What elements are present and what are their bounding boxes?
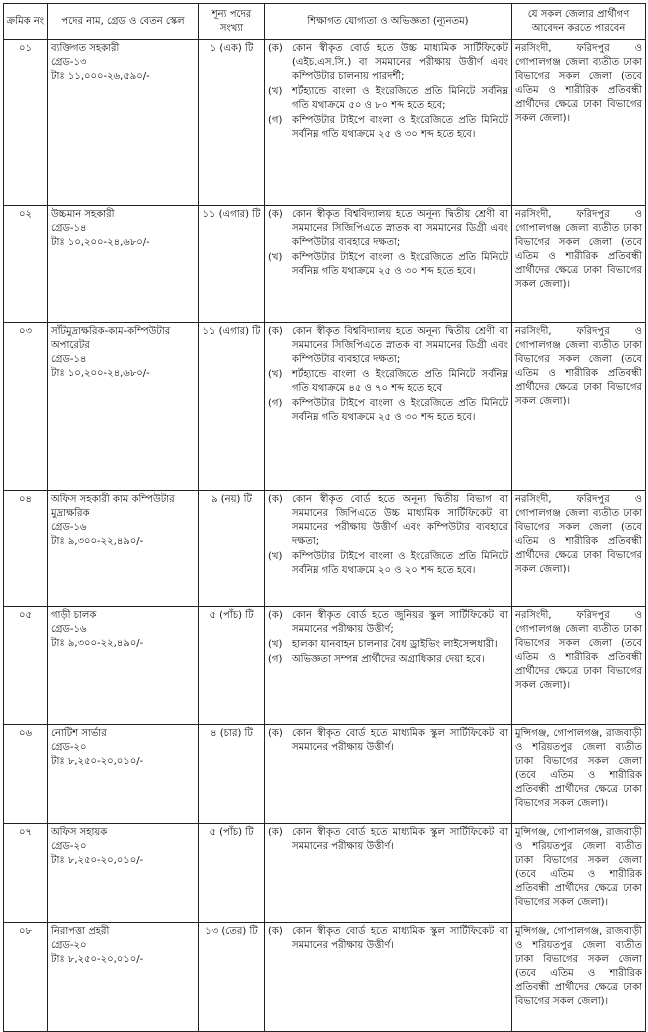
header-post: পদের নাম, গ্রেড ও বেতন স্কেল	[48, 4, 199, 40]
qualification-marker: (ক)	[268, 827, 283, 838]
vacancy-cell: ১১ (এগার) টি	[199, 206, 265, 323]
header-districts: যে সকল জেলার প্রার্থীগণ আবেদন করতে পারবেন	[512, 4, 646, 40]
post-salary: টাঃ ৮,২৫০-২০,০১০/-	[51, 954, 144, 965]
post-cell	[48, 323, 199, 491]
qualification-marker: (গ)	[268, 398, 283, 409]
qualification-text: কম্পিউটার টাইপে বাংলা ও ইংরেজিতে প্রতি মিনিটে সর্বনিম্ন গতি যথাক্রমে ২০ ও ২০ শব্দ হতে হবে।	[292, 551, 508, 576]
serial-cell: ০৬	[4, 725, 48, 824]
qualification-marker: (ক)	[268, 728, 283, 739]
qualification-marker: (ক)	[268, 494, 283, 505]
post-cell	[48, 923, 199, 1032]
serial-cell: ০৫	[4, 607, 48, 725]
qualification-item	[268, 638, 508, 652]
vacancy-cell: ৫ (পাঁচ) টি	[199, 607, 265, 725]
qualification-item	[268, 251, 508, 279]
post-grade: গ্রেড-১৪	[51, 223, 87, 234]
post-salary: টাঃ ৯,৩০০-২২,৪৯০/-	[51, 638, 144, 649]
serial-cell: ০৪	[4, 491, 48, 607]
vacancy-cell: ৪ (চার) টি	[199, 725, 265, 824]
serial-cell: ০৮	[4, 923, 48, 1032]
qualification-marker: (গ)	[268, 115, 283, 126]
post-cell	[48, 491, 199, 607]
post-grade: গ্রেড-২০	[51, 742, 87, 753]
header-vacancy: শূন্য পদের সংখ্যা	[199, 4, 265, 40]
qualification-cell	[265, 323, 512, 491]
qualification-text: কোন স্বীকৃত বোর্ড হতে মাধ্যমিক স্কুল সার্টিফিকেট বা সমমানের পরীক্ষায় উত্তীর্ণ।	[292, 926, 508, 951]
post-name: ব্যক্তিগত সহকারী	[51, 43, 120, 54]
job-vacancy-table	[3, 3, 646, 1032]
qualification-text: কম্পিউটার টাইপে বাংলা ও ইংরেজিতে প্রতি মিনিটে সর্বনিম্ন গতি যথাক্রমে ২৫ ও ৩০ শব্দ হতে হবে।	[292, 398, 508, 423]
qualification-marker: (খ)	[268, 551, 283, 562]
post-salary: টাঃ ৮,২৫০-২০,০১০/-	[51, 855, 144, 866]
qualification-cell	[265, 725, 512, 824]
qualification-cell	[265, 40, 512, 206]
qualification-marker: (ক)	[268, 43, 283, 54]
qualification-text: কোন স্বীকৃত বিশ্ববিদ্যালয় হতে অনূন্য দ্বিতীয় শ্রেণী বা সমমানের সিজিপিএতে স্নাতক বা সমমানের ডিগ্রী এবং কম্পিউটার ব্যবহারে দক্ষতা;	[292, 326, 508, 365]
qualification-text: কোন স্বীকৃত বোর্ড হতে মাধ্যমিক স্কুল সার্টিফিকেট বা সমমানের পরীক্ষায় উত্তীর্ণ।	[292, 827, 508, 852]
qualification-marker: (খ)	[268, 369, 283, 380]
qualification-marker: (গ)	[268, 654, 283, 665]
table-row	[4, 206, 646, 323]
post-grade: গ্রেড-২০	[51, 940, 87, 951]
post-grade: গ্রেড-১৪	[51, 354, 87, 365]
vacancy-cell: ১ (এক) টি	[199, 40, 265, 206]
eligible-districts-cell: নরসিংদী, ফরিদপুর ও গোপালগঞ্জ জেলা ব্যতীত ঢাকা বিভাগের সকল জেলা (তবে এতিম ও শারীরিক প্রতিবন্ধী প্রার্থীদের ক্ষেত্রে ঢাকা বিভাগের সকল জেলা)।	[512, 206, 646, 323]
qualification-marker: (খ)	[268, 252, 283, 263]
eligible-districts-cell: মুন্সিগঞ্জ, গোপালগঞ্জ, রাজবাড়ী ও শরিয়তপুর জেলা ব্যতীত ঢাকা বিভাগের সকল জেলা (তবে এতিম ও শারীরিক প্রতিবন্ধী প্রার্থীদের ক্ষেত্রে ঢাকা বিভাগের সকল জেলা)।	[512, 923, 646, 1032]
qualification-item	[268, 493, 508, 549]
post-name: গাড়ী চালক	[51, 610, 97, 621]
table-row	[4, 323, 646, 491]
qualification-text: অভিজ্ঞতা সম্পন্ন প্রার্থীদের অগ্রাধিকার দেয়া হবে।	[292, 654, 485, 665]
eligible-districts-cell: মুন্সিগঞ্জ, গোপালগঞ্জ, রাজবাড়ী ও শরিয়তপুর জেলা ব্যতীত ঢাকা বিভাগের সকল জেলা (তবে এতিম ও শারীরিক প্রতিবন্ধী প্রার্থীদের ক্ষেত্রে ঢাকা বিভাগের সকল জেলা)।	[512, 725, 646, 824]
qualification-item	[268, 826, 508, 854]
post-salary: টাঃ ১০,২০০-২৪,৬৮০/-	[51, 237, 150, 248]
post-salary: টাঃ ১১,০০০-২৬,৫৯০/-	[51, 71, 150, 82]
qualification-text: শর্টহ্যান্ডে বাংলা ও ইংরেজিতে প্রতি মিনিটে সর্বনিম্ন গতি যথাক্রমে ৪৫ ও ৭০ শব্দ হতে হবে	[292, 369, 508, 394]
qualification-marker: (খ)	[268, 639, 283, 650]
post-cell	[48, 725, 199, 824]
post-salary: টাঃ ৯,৩০০-২২,৪৯০/-	[51, 536, 144, 547]
table-row	[4, 923, 646, 1032]
post-salary: টাঃ ১০,২০০-২৪,৬৮০/-	[51, 368, 150, 379]
qualification-item	[268, 609, 508, 637]
serial-cell: ০৩	[4, 323, 48, 491]
post-salary: টাঃ ৮,২৫০-২০,০১০/-	[51, 756, 144, 767]
post-cell	[48, 206, 199, 323]
header-serial: ক্রমিক নং	[4, 4, 48, 40]
qualification-text: কোন স্বীকৃত বোর্ড হতে জুনিয়র স্কুল সার্টিফিকেট বা সমমানের পরীক্ষায় উত্তীর্ণ;	[292, 610, 508, 635]
qualification-item	[268, 42, 508, 84]
table-row	[4, 824, 646, 923]
qualification-text: কোন স্বীকৃত বোর্ড হতে উচ্চ মাধ্যমিক সার্টিফিকেট (এইচ.এস.সি.) বা সমমানের পরীক্ষায় উত্তীর্ণ এবং কম্পিউটার চালনায় পারদর্শী;	[292, 43, 508, 82]
qualification-text: কম্পিউটার টাইপে বাংলা ও ইংরেজিতে প্রতি মিনিটে সর্বনিম্ন গতি যথাক্রমে ২৫ ও ৩০ শব্দ হতে হবে।	[292, 115, 508, 140]
qualification-marker: (ক)	[268, 209, 283, 220]
post-name: অফিস সহকারী কাম কম্পিউটার মুদ্রাক্ষরিক	[51, 494, 175, 519]
vacancy-cell: ৫ (পাঁচ) টি	[199, 824, 265, 923]
qualification-item	[268, 368, 508, 396]
table-row	[4, 491, 646, 607]
eligible-districts-cell: নরসিংদী, ফরিদপুর ও গোপালগঞ্জ জেলা ব্যতীত ঢাকা বিভাগের সকল জেলা (তবে এতিম ও শারীরিক প্রতিবন্ধী প্রার্থীদের ক্ষেত্রে ঢাকা বিভাগের সকল জেলা)।	[512, 40, 646, 206]
qualification-item	[268, 325, 508, 367]
post-grade: গ্রেড-১৩	[51, 57, 87, 68]
qualification-cell	[265, 491, 512, 607]
qualification-item	[268, 85, 508, 113]
qualification-item	[268, 727, 508, 755]
qualification-text: কোন স্বীকৃত বোর্ড হতে অনূন্য দ্বিতীয় বিভাগ বা সমমানের জিপিএতে উচ্চ মাধ্যমিক সার্টিফিকেট বা সমমানের পরীক্ষায় উত্তীর্ণ এবং কম্পিউটার ব্যবহারে দক্ষতা;	[292, 494, 508, 547]
vacancy-cell: ১৩ (তের) টি	[199, 923, 265, 1032]
post-grade: গ্রেড-২০	[51, 841, 87, 852]
qualification-cell	[265, 607, 512, 725]
table-row	[4, 725, 646, 824]
qualification-text: হালকা যানবাহন চালনার বৈধ ড্রাইভিং লাইসেন্সধারী।	[292, 639, 498, 650]
qualification-item	[268, 114, 508, 142]
vacancy-cell: ৯ (নয়) টি	[199, 491, 265, 607]
serial-cell: ০২	[4, 206, 48, 323]
eligible-districts-cell: নরসিংদী, ফরিদপুর ও গোপালগঞ্জ জেলা ব্যতীত ঢাকা বিভাগের সকল জেলা (তবে এতিম ও শারীরিক প্রতিবন্ধী প্রার্থীদের ক্ষেত্রে ঢাকা বিভাগের সকল জেলা)।	[512, 607, 646, 725]
eligible-districts-cell: মুন্সিগঞ্জ, গোপালগঞ্জ, রাজবাড়ী ও শরিয়তপুর জেলা ব্যতীত ঢাকা বিভাগের সকল জেলা (তবে এতিম ও শারীরিক প্রতিবন্ধী প্রার্থীদের ক্ষেত্রে ঢাকা বিভাগের সকল জেলা)।	[512, 824, 646, 923]
qualification-marker: (ক)	[268, 610, 283, 621]
qualification-cell	[265, 923, 512, 1032]
qualification-text: কম্পিউটার টাইপে বাংলা ও ইংরেজিতে প্রতি মিনিটে সর্বনিম্ন গতি যথাক্রমে ২৫ ও ৩০ শব্দ হতে হবে।	[292, 252, 508, 277]
post-cell	[48, 824, 199, 923]
qualification-text: কোন স্বীকৃত বিশ্ববিদ্যালয় হতে অনূন্য দ্বিতীয় শ্রেণী বা সমমানের সিজিপিএতে স্নাতক বা সমমানের ডিগ্রী এবং কম্পিউটার ব্যবহারে দক্ষতা;	[292, 209, 508, 248]
qualification-item	[268, 397, 508, 425]
qualification-item	[268, 653, 508, 667]
qualification-item	[268, 208, 508, 250]
qualification-cell	[265, 824, 512, 923]
qualification-marker: (ক)	[268, 326, 283, 337]
table-header-row	[4, 4, 646, 40]
qualification-cell	[265, 206, 512, 323]
post-cell	[48, 607, 199, 725]
post-name: উচ্চমান সহকারী	[51, 209, 115, 220]
eligible-districts-cell: নরসিংদী, ফরিদপুর ও গোপালগঞ্জ জেলা ব্যতীত ঢাকা বিভাগের সকল জেলা (তবে এতিম ও শারীরিক প্রতিবন্ধী প্রার্থীদের ক্ষেত্রে ঢাকা বিভাগের সকল জেলা)।	[512, 323, 646, 491]
qualification-item	[268, 550, 508, 578]
qualification-marker: (খ)	[268, 86, 283, 97]
post-name: সাঁটমুদ্রাক্ষরিক-কাম-কম্পিউটার অপারেটর	[51, 326, 171, 351]
qualification-marker: (ক)	[268, 926, 283, 937]
serial-cell: ০৭	[4, 824, 48, 923]
table-row	[4, 40, 646, 206]
post-grade: গ্রেড-১৬	[51, 624, 87, 635]
table-body	[4, 40, 646, 1032]
qualification-item	[268, 925, 508, 953]
table-row	[4, 607, 646, 725]
qualification-text: শর্টহ্যান্ডে বাংলা ও ইংরেজিতে প্রতি মিনিটে সর্বনিম্ন গতি যথাক্রমে ৫০ ও ৮০ শব্দ হতে হবে;	[292, 86, 508, 111]
qualification-text: কোন স্বীকৃত বোর্ড হতে মাধ্যমিক স্কুল সার্টিফিকেট বা সমমানের পরীক্ষায় উত্তীর্ণ।	[292, 728, 508, 753]
vacancy-cell: ১১ (এগার) টি	[199, 323, 265, 491]
serial-cell: ০১	[4, 40, 48, 206]
post-name: নোটিশ সার্ভার	[51, 728, 107, 739]
eligible-districts-cell: নরসিংদী, ফরিদপুর ও গোপালগঞ্জ জেলা ব্যতীত ঢাকা বিভাগের সকল জেলা (তবে এতিম ও শারীরিক প্রতিবন্ধী প্রার্থীদের ক্ষেত্রে ঢাকা বিভাগের সকল জেলা)।	[512, 491, 646, 607]
header-qualification: শিক্ষাগত যোগ্যতা ও অভিজ্ঞতা (ন্যূনতম)	[265, 4, 512, 40]
post-cell	[48, 40, 199, 206]
post-name: অফিস সহায়ক	[51, 827, 108, 838]
post-name: নিরাপত্তা প্রহরী	[51, 926, 110, 937]
post-grade: গ্রেড-১৬	[51, 522, 87, 533]
